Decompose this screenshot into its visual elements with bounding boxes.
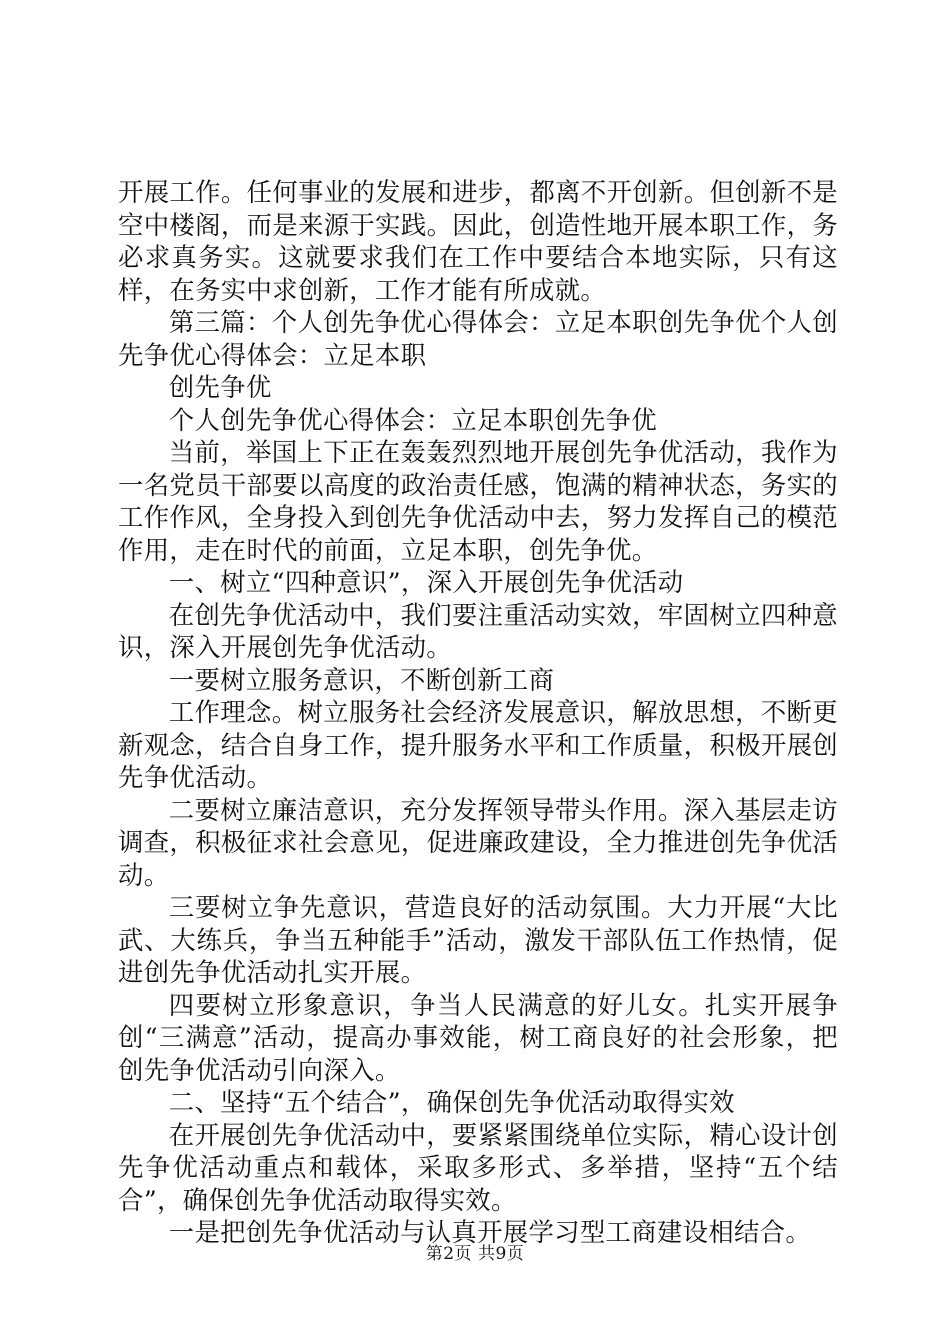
paragraph-10: 二要树立廉洁意识，充分发挥领导带头作用。深入基层走访调查，积极征求社会意见，促进廉政建设，全力推进创先争优活动。 (118, 794, 838, 890)
document-body (118, 176, 838, 1249)
paragraph-5: 当前，举国上下正在轰轰烈烈地开展创先争优活动，我作为一名党员干部要以高度的政治责任感，饱满的精神状态，务实的工作作风，全身投入到创先争优活动中去，努力发挥自己的模范作用，走在时代的前面，立足本职，创先争优。 (118, 437, 838, 565)
paragraph-14: 在开展创先争优活动中，要紧紧围绕单位实际，精心设计创先争优活动重点和载体，采取多形式、多举措，坚持“五个结合”，确保创先争优活动取得实效。 (118, 1119, 838, 1215)
heading-one: 一、树立“四种意识”，深入开展创先争优活动 (168, 567, 684, 597)
paragraph-11: 三要树立争先意识，营造良好的活动氛围。大力开展“大比武、大练兵，争当五种能手”活动，激发干部队伍工作热情，促进创先争优活动扎实开展。 (118, 892, 838, 987)
section-title-part-three: 第三篇：个人创先争优心得体会：立足本职创先争优个人创先争优心得体会：立足本职 (118, 307, 838, 370)
heading-two: 二、坚持“五个结合”，确保创先争优活动取得实效 (168, 1087, 735, 1117)
paragraph-3: 创先争优 (168, 372, 272, 402)
paragraph-12: 四要树立形象意识，争当人民满意的好儿女。扎实开展争创“三满意”活动，提高办事效能，树工商良好的社会形象，把创先争优活动引向深入。 (118, 989, 838, 1085)
paragraph-9: 工作理念。树立服务社会经济发展意识，解放思想，不断更新观念，结合自身工作，提升服务水平和工作质量，积极开展创先争优活动。 (118, 697, 838, 792)
paragraph-8: 一要树立服务意识，不断创新工商 (168, 664, 555, 695)
page-number-footer: 第2页 共9页 (425, 1244, 525, 1264)
article-subtitle: 个人创先争优心得体会：立足本职创先争优 (168, 404, 657, 435)
paragraph-7: 在创先争优活动中，我们要注重活动实效，牢固树立四种意识，深入开展创先争优活动。 (118, 599, 838, 662)
paragraph-15: 一是把创先争优活动与认真开展学习型工商建设相结合。 (168, 1217, 812, 1247)
paragraph-1: 开展工作。任何事业的发展和进步，都离不开创新。但创新不是空中楼阁，而是来源于实践。因此，创造性地开展本职工作，务必求真务实。这就要求我们在工作中要结合本地实际，只有这样，在务实中求创新，工作才能有所成就。 (118, 177, 838, 305)
